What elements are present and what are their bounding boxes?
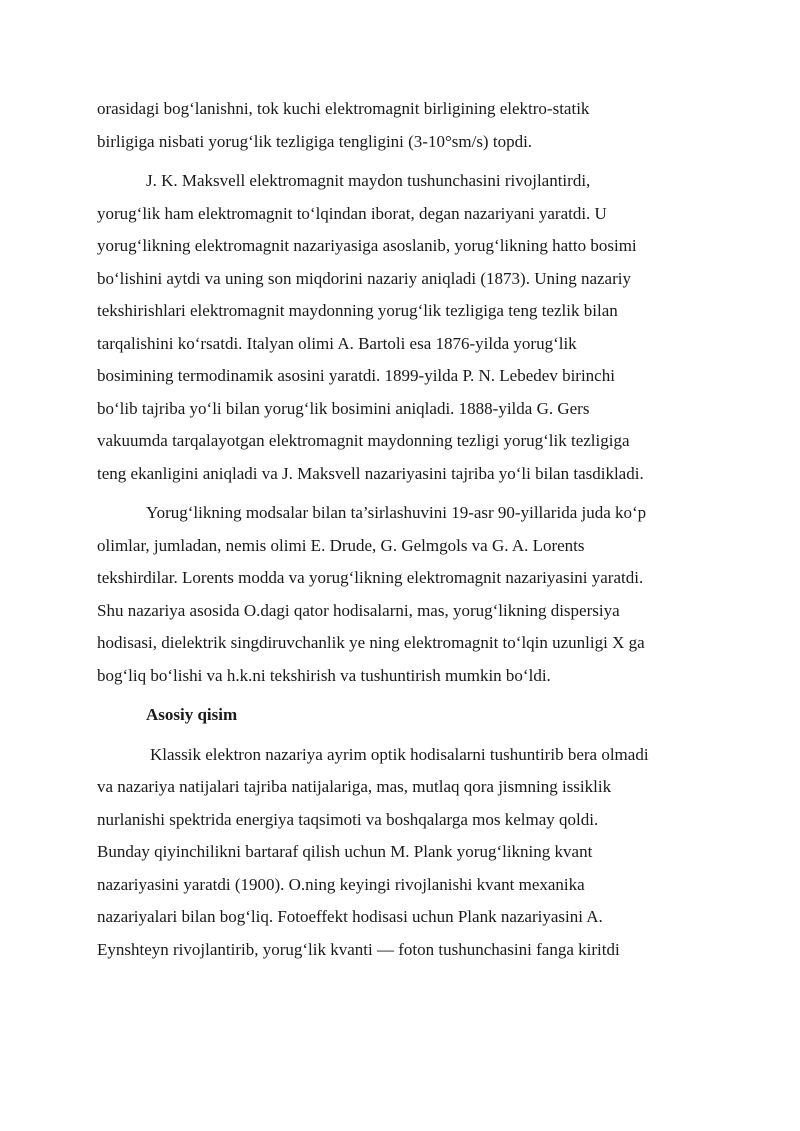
text-line: tekshirdilar. Lorents modda va yorug‘likning elektromagnit nazariyasini yaratdi. — [97, 568, 644, 587]
text-line: bo‘lishini aytdi va uning son miqdorini nazariy aniqladi (1873). Uning nazariy — [97, 268, 631, 288]
text-line: olimlar, jumladan, nemis olimi E. Drude, G. Gelmgols va G. A. Lorents — [97, 535, 585, 555]
text-line: bog‘liq bo‘lishi va h.k.ni tekshirish va tushuntirish mumkin bo‘ldi. — [97, 665, 551, 685]
text-line: yorug‘lik ham elektromagnit to‘lqindan iborat, degan nazariyani yaratdi. U — [97, 203, 607, 223]
paragraph — [97, 739, 709, 967]
text-line: va nazariya natijalari tajriba natijalariga, mas, mutlaq qora jismning issiklik — [97, 777, 612, 796]
text-line: tarqalishini ko‘rsatdi. Italyan olimi A. Bartoli esa 1876-yilda yorug‘lik — [97, 333, 577, 353]
text-line: vakuumda tarqalayotgan elektromagnit maydonning tezligi yorug‘lik tezligiga — [97, 431, 630, 450]
text-line: Eynshteyn rivojlantirib, yorug‘lik kvanti — foton tushunchasini fanga kiritdi — [97, 939, 620, 959]
text-line: Bunday qiyinchilikni bartaraf qilish uchun M. Plank yorug‘likning kvant — [97, 842, 593, 861]
section-heading: Asosiy qisim — [146, 705, 238, 724]
text-line: orasidagi bog‘lanishni, tok kuchi elektromagnit birligining elektro-statik — [97, 99, 590, 118]
text-line: Yorug‘likning modsalar bilan ta’sirlashuvini 19-asr 90-yillarida juda ko‘p — [146, 503, 647, 522]
paragraph — [97, 165, 709, 490]
text-line: birligiga nisbati yorug‘lik tezligiga tengligini (3-10°sm/s) topdi. — [97, 131, 533, 151]
paragraph — [97, 497, 709, 692]
text-line: yorug‘likning elektromagnit nazariyasiga asoslanib, yorug‘likning hatto bosimi — [97, 236, 637, 255]
text-line: J. K. Maksvell elektromagnit maydon tushunchasini rivojlantirdi, — [146, 171, 591, 190]
text-line: Shu nazariya asosida O.dagi qator hodisalarni, mas, yorug‘likning dispersiya — [97, 600, 620, 620]
text-line: bosimining termodinamik asosini yaratdi. 1899-yilda P. N. Lebedev birinchi — [97, 366, 615, 385]
text-line: bo‘lib tajriba yo‘li bilan yorug‘lik bosimini aniqladi. 1888-yilda G. Gers — [97, 398, 590, 418]
text-line: Klassik elektron nazariya ayrim optik hodisalarni tushuntirib bera olmadi — [150, 744, 649, 764]
text-line: hodisasi, dielektrik singdiruvchanlik ye ning elektromagnit to‘lqin uzunligi X ga — [97, 633, 645, 652]
text-line: nazariyasini yaratdi (1900). O.ning keyingi rivojlanishi kvant mexanika — [97, 874, 585, 894]
document-body — [97, 93, 709, 966]
text-line: nurlanishi spektrida energiya taqsimoti va boshqalarga mos kelmay qoldi. — [97, 809, 599, 829]
paragraph — [97, 93, 709, 158]
text-line: teng ekanligini aniqladi va J. Maksvell nazariyasini tajriba yo‘li bilan tasdikladi. — [97, 463, 644, 483]
text-line: nazariyalari bilan bog‘liq. Fotoeffekt hodisasi uchun Plank nazariyasini A. — [97, 907, 603, 926]
text-line: tekshirishlari elektromagnit maydonning yorug‘lik tezligiga teng tezlik bilan — [97, 301, 618, 320]
